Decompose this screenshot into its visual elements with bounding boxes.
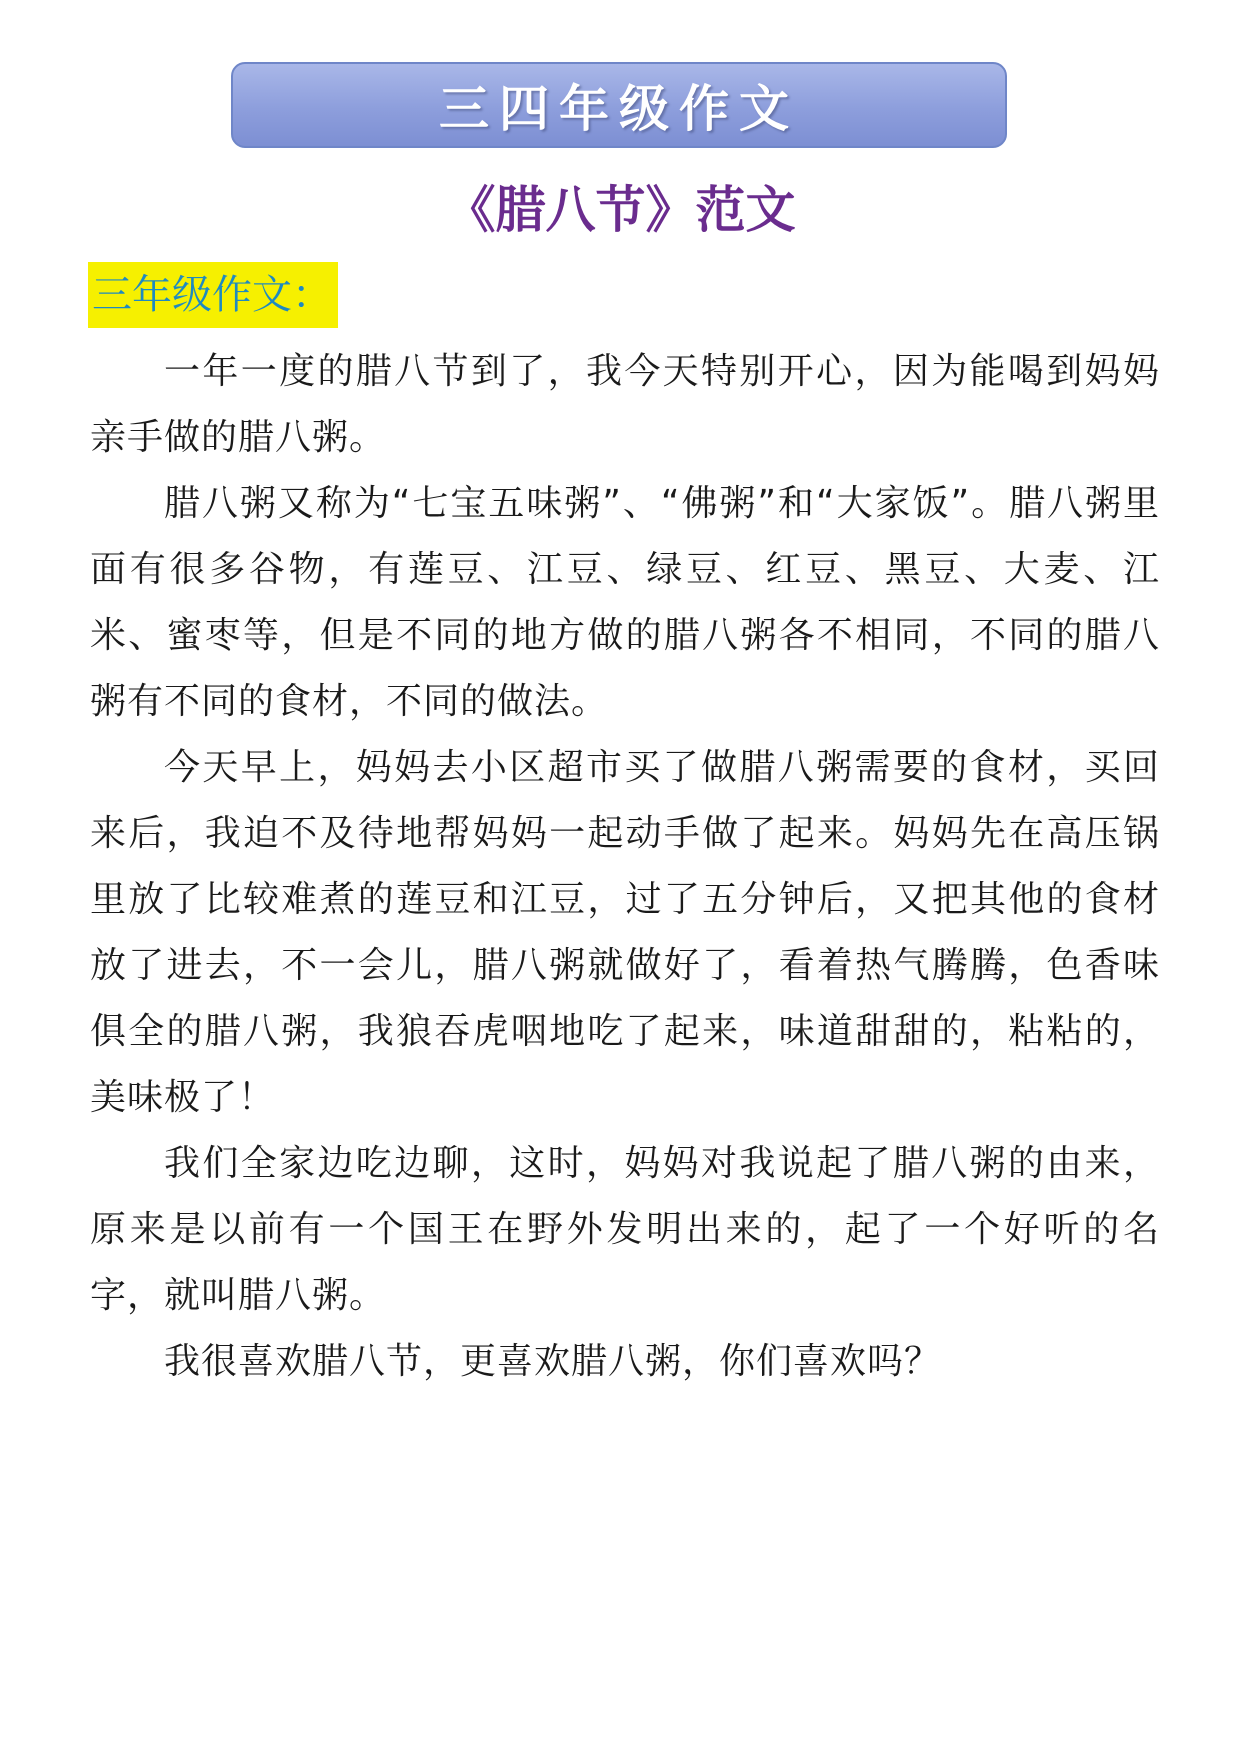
essay-paragraph: 我很喜欢腊八节，更喜欢腊八粥，你们喜欢吗？ [164,1341,942,1382]
essay-body [90,339,1160,1395]
essay-paragraph: 今天早上，妈妈去小区超市买了做腊八粥需要的食材，买回来后，我迫不及待地帮妈妈一起动手做了起来。妈妈先在高压锅里放了比较难煮的莲豆和江豆，过了五分钟后，又把其他的食材放了进去，不一会儿，腊八粥就做好了，看着热气腾腾，色香味俱全的腊八粥，我狼吞虎咽地吃了起来，味道甜甜的，粘粘的，美味极了！ [90,747,1160,1118]
title-banner [231,62,1007,148]
essay-paragraph: 我们全家边吃边聊，这时，妈妈对我说起了腊八粥的由来，原来是以前有一个国王在野外发明出来的，起了一个好听的名字，就叫腊八粥。 [90,1143,1160,1316]
essay-paragraph: 一年一度的腊八节到了，我今天特别开心，因为能喝到妈妈亲手做的腊八粥。 [90,351,1160,458]
essay-paragraph: 腊八粥又称为“七宝五味粥”、“佛粥”和“大家饭”。腊八粥里面有很多谷物，有莲豆、江豆、绿豆、红豆、黑豆、大麦、江米、蜜枣等，但是不同的地方做的腊八粥各不相同，不同的腊八粥有不同的食材，不同的做法。 [90,483,1160,722]
banner-title: 三四年级作文 [439,79,799,138]
essay-subtitle: 《腊八节》范文 [445,181,796,239]
grade-section-label: 三年级作文： [88,262,338,328]
